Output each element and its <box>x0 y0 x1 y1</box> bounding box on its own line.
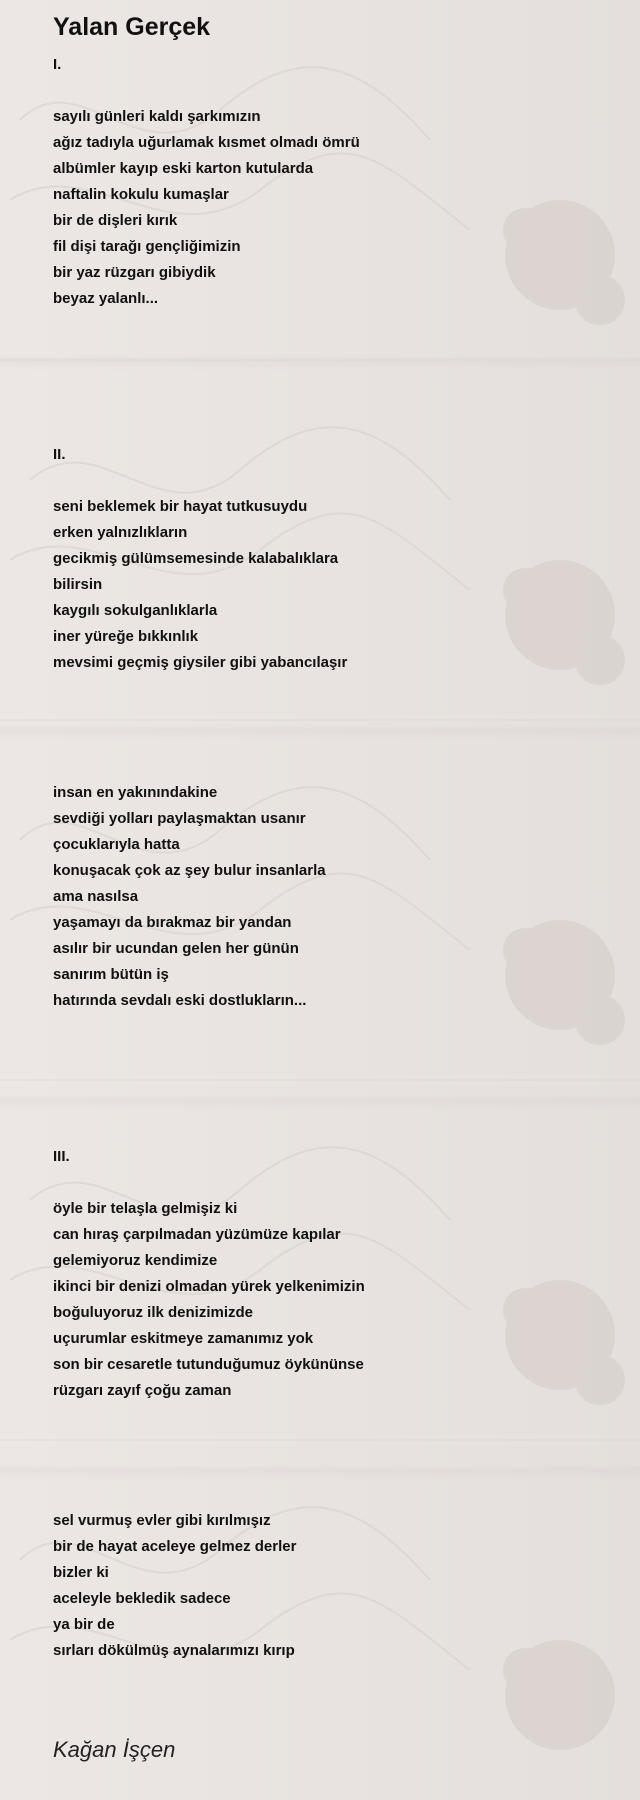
poem-line: rüzgarı zayıf çoğu zaman <box>53 1382 232 1399</box>
poem-line: asılır bir ucundan gelen her günün <box>53 940 299 957</box>
stanza-gap <box>53 312 640 338</box>
poem-line: I. <box>53 56 62 73</box>
stanza-gap <box>53 1014 640 1040</box>
stanza-gap <box>53 1040 640 1066</box>
poem-body <box>53 52 640 1664</box>
stanza-gap <box>53 468 640 494</box>
stanza-gap <box>53 1482 640 1508</box>
stanza-gap <box>53 1404 640 1430</box>
poem-line: konuşacak çok az şey bulur insanlarla <box>53 862 326 879</box>
poem-line: çocuklarıyla hatta <box>53 836 180 853</box>
poem-line: son bir cesaretle tutunduğumuz öykününse <box>53 1356 364 1373</box>
stanza-gap <box>53 754 640 780</box>
poem-line: bir de hayat aceleye gelmez derler <box>53 1538 297 1555</box>
poem-title: Yalan Gerçek <box>53 13 211 41</box>
poem-line: bilirsin <box>53 576 103 593</box>
stanza-gap <box>53 1092 640 1118</box>
stanza-gap <box>53 676 640 702</box>
stanza-gap <box>53 338 640 364</box>
poem-line: insan en yakınındakine <box>53 784 218 801</box>
stanza-gap <box>53 390 640 416</box>
poem-line: sel vurmuş evler gibi kırılmışız <box>53 1512 271 1529</box>
poem-line: hatırında sevdalı eski dostlukların... <box>53 992 307 1009</box>
poem-line: ya bir de <box>53 1616 115 1633</box>
stanza-gap <box>53 1066 640 1092</box>
poem-line: gelemiyoruz kendimize <box>53 1252 218 1269</box>
poem-line: ağız tadıyla uğurlamak kısmet olmadı ömrü <box>53 134 360 151</box>
poem-line: gecikmiş gülümsemesinde kalabalıklara <box>53 550 339 567</box>
poem-line: sanırım bütün iş <box>53 966 169 983</box>
poem-line: bir yaz rüzgarı gibiydik <box>53 264 216 281</box>
author-signature: Kağan İşçen <box>53 1737 176 1762</box>
stanza-gap <box>53 364 640 390</box>
poem-line: sayılı günleri kaldı şarkımızın <box>53 108 261 125</box>
poem-line: sırları dökülmüş aynalarımızı kırıp <box>53 1642 295 1659</box>
poem-line: bir de dişleri kırık <box>53 212 178 229</box>
poem-line: erken yalnızlıkların <box>53 524 188 541</box>
stanza-gap <box>53 1430 640 1456</box>
poem-line: bizler ki <box>53 1564 109 1581</box>
stanza-gap <box>53 728 640 754</box>
poem-line: aceleyle bekledik sadece <box>53 1590 231 1607</box>
poem-line: boğuluyoruz ilk denizimizde <box>53 1304 254 1321</box>
stanza-gap <box>53 78 640 104</box>
poem-line: naftalin kokulu kumaşlar <box>53 186 229 203</box>
poem-line: yaşamayı da bırakmaz bir yandan <box>53 914 292 931</box>
poem-line: III. <box>53 1148 70 1165</box>
poem-line: ikinci bir denizi olmadan yürek yelkenimizin <box>53 1278 365 1295</box>
poem-line: öyle bir telaşla gelmişiz ki <box>53 1200 238 1217</box>
stanza-gap <box>53 1456 640 1482</box>
poem-line: seni beklemek bir hayat tutkusuydu <box>53 498 308 515</box>
poem-line: kaygılı sokulganlıklarla <box>53 602 218 619</box>
poem-line: beyaz yalanlı... <box>53 290 159 307</box>
poem-line: can hıraş çarpılmadan yüzümüze kapılar <box>53 1226 341 1243</box>
poem-line: albümler kayıp eski karton kutularda <box>53 160 314 177</box>
poem-line: uçurumlar eskitmeye zamanımız yok <box>53 1330 314 1347</box>
stanza-gap <box>53 416 640 442</box>
poem-line: sevdiği yolları paylaşmaktan usanır <box>53 810 306 827</box>
poem-line: mevsimi geçmiş giysiler gibi yabancılaşır <box>53 654 348 671</box>
stanza-gap <box>53 702 640 728</box>
poem-line: fil dişi tarağı gençliğimizin <box>53 238 241 255</box>
stanza-gap <box>53 1170 640 1196</box>
poem-line: ama nasılsa <box>53 888 139 905</box>
stanza-gap <box>53 1118 640 1144</box>
poem-line: iner yüreğe bıkkınlık <box>53 628 199 645</box>
poem-line: II. <box>53 446 66 463</box>
